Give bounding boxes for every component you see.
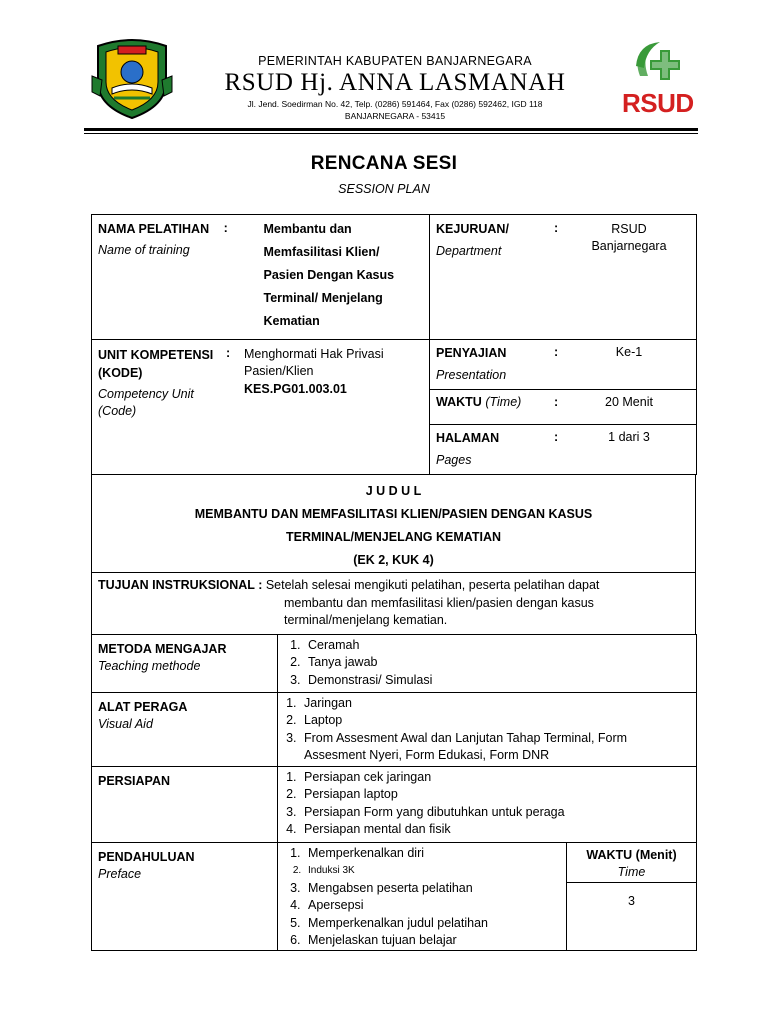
- judul-line-3: (EK 2, KUK 4): [353, 553, 434, 567]
- tujuan-line-1: Setelah selesai mengikuti pelatihan, peserta pelatihan dapat: [265, 578, 600, 592]
- alat-label: ALAT PERAGA: [98, 699, 188, 714]
- letterhead: [84, 30, 700, 130]
- kejuruan-label: KEJURUAN/: [436, 222, 509, 236]
- unit-code: KES.PG01.003.01: [244, 382, 347, 396]
- penyajian-label-en: Presentation: [436, 368, 507, 382]
- pendahuluan-waktu-header: [567, 842, 697, 882]
- unit-cell: [92, 340, 430, 475]
- tujuan-line-3: terminal/menjelang kematian.: [284, 613, 448, 627]
- tujuan-cell: [92, 573, 696, 635]
- alat-label-en: Visual Aid: [98, 716, 153, 731]
- pendahuluan-waktu-value: 3: [628, 893, 635, 908]
- kejuruan-colon: :: [554, 221, 559, 235]
- penyajian-colon: :: [554, 345, 559, 359]
- waktu-label-en: (Time): [485, 395, 522, 409]
- rsud-logo-text: RSUD: [622, 88, 694, 118]
- list-item: 1. Persiapan cek jaringan: [300, 769, 696, 787]
- address-line-2: BANJARNEGARA - 53415: [344, 111, 446, 121]
- tujuan-line-2: membantu dan memfasilitasi klien/pasien dengan kasus: [284, 595, 594, 610]
- metoda-list: [278, 637, 696, 690]
- list-item: 5. Memperkenalkan judul pelatihan: [304, 915, 566, 933]
- list-item: 3. Persiapan Form yang dibutuhkan untuk peraga: [300, 804, 696, 822]
- list-item: 2. Laptop: [300, 712, 696, 730]
- list-item: 3. Demonstrasi/ Simulasi: [304, 672, 696, 690]
- nama-label-en: Name of training: [98, 243, 190, 257]
- kejuruan-label-en: Department: [436, 244, 502, 258]
- persiapan-list: [278, 769, 696, 839]
- pendahuluan-list: [278, 845, 566, 950]
- alat-label-cell: [92, 692, 278, 766]
- list-item: 4. Persiapan mental dan fisik: [300, 821, 696, 839]
- persiapan-items-cell: [278, 766, 697, 842]
- info-table: [91, 214, 697, 340]
- list-item: 3. From Assesment Awal dan Lanjutan Tahap Terminal, Form Assesment Nyeri, Form Edukasi, Form DNR: [300, 730, 696, 765]
- government-name: PEMERINTAH KABUPATEN BANJARNEGARA: [258, 54, 532, 68]
- activity-table: [91, 634, 697, 843]
- penyajian-value: Ke-1: [615, 345, 643, 359]
- waktu-cell: [430, 390, 697, 425]
- unit-label: UNIT KOMPETENSI (KODE): [98, 348, 214, 380]
- judul-heading: J U D U L: [365, 484, 422, 498]
- kejuruan-value: RSUD Banjarnegara: [591, 222, 667, 253]
- persiapan-label-cell: [92, 766, 278, 842]
- list-item: 1. Jaringan: [300, 695, 696, 713]
- pendahuluan-label: PENDAHULUAN: [98, 849, 195, 864]
- list-item: 6. Menjelaskan tujuan belajar: [304, 932, 566, 950]
- waktu-value: 20 Menit: [605, 395, 653, 409]
- nama-value: Membantu dan Memfasilitasi Klien/ Pasien Dengan Kasus Terminal/ Menjelang Kematian: [263, 222, 395, 328]
- pendahuluan-waktu-value-cell: [567, 882, 697, 950]
- pendahuluan-items-cell: [278, 842, 567, 950]
- pendahuluan-table: [91, 842, 697, 951]
- rsud-cross-icon: [616, 36, 702, 94]
- list-item: 4. Apersepsi: [304, 897, 566, 915]
- unit-label-en: Competency Unit (Code): [98, 387, 194, 418]
- regency-emblem-icon: [90, 36, 174, 120]
- rsud-logo: [616, 36, 702, 120]
- alat-list: [278, 695, 696, 765]
- judul-line-1: MEMBANTU DAN MEMFASILITASI KLIEN/PASIEN DENGAN KASUS: [194, 507, 593, 521]
- unit-colon: :: [226, 346, 231, 360]
- list-item: 2. Tanya jawab: [304, 654, 696, 672]
- penyajian-cell: [430, 340, 697, 390]
- pendahuluan-label-cell: [92, 842, 278, 950]
- halaman-value: 1 dari 3: [608, 430, 650, 444]
- halaman-label-en: Pages: [436, 453, 472, 467]
- waktu-label: WAKTU: [436, 395, 482, 409]
- metoda-label-en: Teaching methode: [98, 658, 201, 673]
- nama-cell: [92, 215, 430, 340]
- judul-cell: [92, 475, 696, 573]
- kejuruan-cell: [430, 215, 697, 340]
- halaman-colon: :: [554, 430, 559, 444]
- judul-line-2: TERMINAL/MENJELANG KEMATIAN: [285, 530, 502, 544]
- letterhead-text: [180, 30, 610, 121]
- list-item: 3. Mengabsen peserta pelatihan: [304, 880, 566, 898]
- list-item: 2. Induksi 3K: [304, 862, 566, 880]
- letterhead-rule: [84, 128, 698, 134]
- page-subtitle: SESSION PLAN: [338, 182, 430, 196]
- pendahuluan-waktu-label-en: Time: [617, 864, 646, 879]
- metoda-label-cell: [92, 634, 278, 692]
- metoda-label: METODA MENGAJAR: [98, 641, 227, 656]
- persiapan-label: PERSIAPAN: [98, 773, 171, 788]
- metoda-items-cell: [278, 634, 697, 692]
- page-title: RENCANA SESI: [310, 153, 458, 174]
- tujuan-label: TUJUAN INSTRUKSIONAL :: [98, 578, 263, 592]
- pendahuluan-label-en: Preface: [98, 866, 142, 881]
- unit-value: Menghormati Hak Privasi Pasien/Klien: [244, 347, 384, 378]
- hospital-name: RSUD Hj. ANNA LASMANAH: [224, 69, 566, 96]
- session-plan-form: [91, 214, 696, 951]
- penyajian-label: PENYAJIAN: [436, 346, 507, 360]
- halaman-cell: [430, 425, 697, 475]
- pendahuluan-waktu-label: WAKTU (Menit): [586, 847, 677, 862]
- list-item: 1. Memperkenalkan diri: [304, 845, 566, 863]
- judul-table: [91, 474, 696, 635]
- waktu-colon: :: [554, 395, 559, 409]
- halaman-label: HALAMAN: [436, 431, 500, 445]
- address-line-1: Jl. Jend. Soedirman No. 42, Telp. (0286) 591464, Fax (0286) 592462, IGD 118: [247, 99, 543, 109]
- list-item: 2. Persiapan laptop: [300, 786, 696, 804]
- nama-colon: :: [223, 221, 228, 235]
- unit-table: [91, 339, 697, 475]
- list-item: 1. Ceramah: [304, 637, 696, 655]
- nama-label: NAMA PELATIHAN: [98, 222, 210, 236]
- alat-items-cell: [278, 692, 697, 766]
